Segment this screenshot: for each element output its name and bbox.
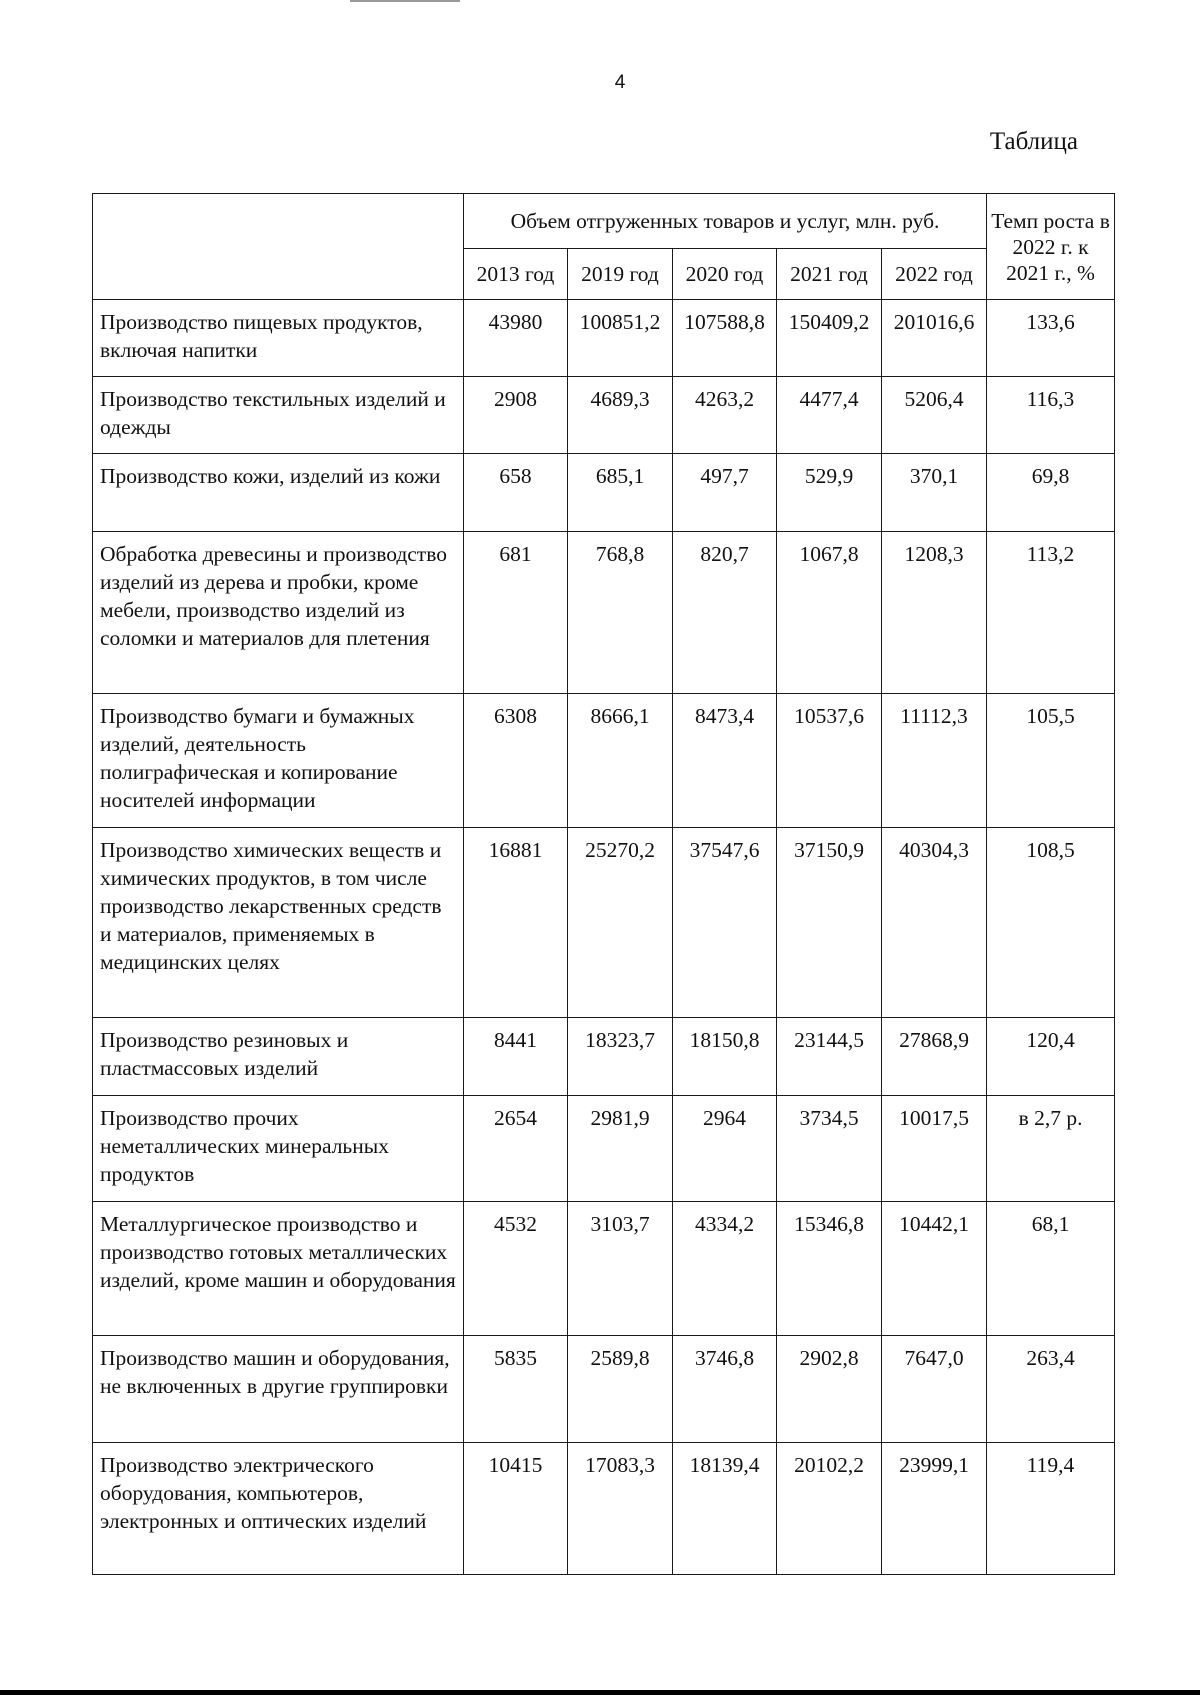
row-growth-rate: 113,2	[987, 532, 1115, 694]
row-value-2021: 23144,5	[777, 1018, 882, 1096]
table-body	[93, 300, 1115, 1575]
row-value-2021: 20102,2	[777, 1443, 882, 1575]
row-value-2013: 2908	[464, 377, 568, 454]
row-growth-rate: 119,4	[987, 1443, 1115, 1575]
table-row	[93, 454, 1115, 532]
row-value-2021: 150409,2	[777, 300, 882, 377]
row-value-2020: 820,7	[673, 532, 777, 694]
row-value-2019: 685,1	[568, 454, 673, 532]
row-value-2019: 768,8	[568, 532, 673, 694]
row-value-2021: 37150,9	[777, 828, 882, 1018]
row-value-2022: 40304,3	[882, 828, 987, 1018]
row-value-2021: 2902,8	[777, 1336, 882, 1443]
shipments-table	[92, 193, 1115, 1575]
row-value-2013: 16881	[464, 828, 568, 1018]
row-value-2020: 37547,6	[673, 828, 777, 1018]
row-growth-rate: 105,5	[987, 694, 1115, 828]
row-value-2019: 25270,2	[568, 828, 673, 1018]
table-row	[93, 828, 1115, 1018]
row-industry-name: Производство кожи, изделий из кожи	[93, 454, 464, 532]
row-value-2022: 7647,0	[882, 1336, 987, 1443]
row-value-2022: 10442,1	[882, 1202, 987, 1336]
row-value-2022: 201016,6	[882, 300, 987, 377]
row-value-2013: 2654	[464, 1096, 568, 1202]
row-value-2019: 17083,3	[568, 1443, 673, 1575]
row-industry-name: Производство пищевых продуктов, включая напитки	[93, 300, 464, 377]
row-growth-rate: 120,4	[987, 1018, 1115, 1096]
row-value-2013: 5835	[464, 1336, 568, 1443]
table-row	[93, 1443, 1115, 1575]
row-value-2021: 10537,6	[777, 694, 882, 828]
row-growth-rate: 263,4	[987, 1336, 1115, 1443]
row-value-2019: 4689,3	[568, 377, 673, 454]
row-value-2013: 681	[464, 532, 568, 694]
row-growth-rate: 68,1	[987, 1202, 1115, 1336]
row-value-2021: 529,9	[777, 454, 882, 532]
year-header-2021: 2021 год	[777, 249, 882, 300]
row-value-2022: 27868,9	[882, 1018, 987, 1096]
row-growth-rate: в 2,7 р.	[987, 1096, 1115, 1202]
row-value-2013: 8441	[464, 1018, 568, 1096]
row-value-2019: 8666,1	[568, 694, 673, 828]
row-industry-name: Обработка древесины и производство изделий из дерева и пробки, кроме мебели, производство изделий из соломки и материалов для плетения	[93, 532, 464, 694]
row-value-2020: 18139,4	[673, 1443, 777, 1575]
volume-group-header: Объем отгруженных товаров и услуг, млн. руб.	[464, 194, 987, 249]
row-value-2020: 2964	[673, 1096, 777, 1202]
scan-bottom-edge	[0, 1690, 1200, 1695]
table-caption: Таблица	[989, 128, 1078, 155]
row-growth-rate: 133,6	[987, 300, 1115, 377]
row-industry-name: Производство химических веществ и химических продуктов, в том числе производство лекарственных средств и материалов, применяемых в медицинских целях	[93, 828, 464, 1018]
year-header-2020: 2020 год	[673, 249, 777, 300]
row-growth-rate: 108,5	[987, 828, 1115, 1018]
year-header-2013: 2013 год	[464, 249, 568, 300]
page-number: 4	[614, 72, 626, 93]
row-value-2021: 1067,8	[777, 532, 882, 694]
row-value-2020: 3746,8	[673, 1336, 777, 1443]
row-industry-name: Производство резиновых и пластмассовых изделий	[93, 1018, 464, 1096]
growth-rate-header: Темп роста в 2022 г. к 2021 г., %	[987, 194, 1115, 300]
row-value-2022: 370,1	[882, 454, 987, 532]
row-value-2020: 107588,8	[673, 300, 777, 377]
row-value-2019: 18323,7	[568, 1018, 673, 1096]
row-value-2020: 497,7	[673, 454, 777, 532]
year-header-2022: 2022 год	[882, 249, 987, 300]
table-row	[93, 1018, 1115, 1096]
row-value-2021: 3734,5	[777, 1096, 882, 1202]
row-industry-name: Производство машин и оборудования, не включенных в другие группировки	[93, 1336, 464, 1443]
table-row	[93, 300, 1115, 377]
row-value-2013: 43980	[464, 300, 568, 377]
row-value-2022: 5206,4	[882, 377, 987, 454]
row-industry-name: Металлургическое производство и производство готовых металлических изделий, кроме машин и оборудования	[93, 1202, 464, 1336]
row-value-2022: 11112,3	[882, 694, 987, 828]
row-value-2019: 2981,9	[568, 1096, 673, 1202]
row-value-2019: 2589,8	[568, 1336, 673, 1443]
row-value-2022: 10017,5	[882, 1096, 987, 1202]
scan-artifact	[350, 0, 460, 2]
row-value-2020: 4334,2	[673, 1202, 777, 1336]
row-value-2013: 658	[464, 454, 568, 532]
row-industry-name: Производство электрического оборудования, компьютеров, электронных и оптических изделий	[93, 1443, 464, 1575]
row-industry-name: Производство бумаги и бумажных изделий, деятельность полиграфическая и копирование носителей информации	[93, 694, 464, 828]
row-value-2021: 15346,8	[777, 1202, 882, 1336]
row-industry-name: Производство текстильных изделий и одежды	[93, 377, 464, 454]
row-industry-name: Производство прочих неметаллических минеральных продуктов	[93, 1096, 464, 1202]
row-value-2019: 100851,2	[568, 300, 673, 377]
table-row	[93, 377, 1115, 454]
row-value-2020: 8473,4	[673, 694, 777, 828]
row-value-2022: 1208,3	[882, 532, 987, 694]
row-growth-rate: 116,3	[987, 377, 1115, 454]
row-value-2022: 23999,1	[882, 1443, 987, 1575]
table-row	[93, 532, 1115, 694]
row-value-2013: 6308	[464, 694, 568, 828]
row-value-2020: 18150,8	[673, 1018, 777, 1096]
label-column-header	[93, 194, 464, 300]
table-row	[93, 1202, 1115, 1336]
row-value-2013: 10415	[464, 1443, 568, 1575]
row-value-2020: 4263,2	[673, 377, 777, 454]
table-row	[93, 694, 1115, 828]
row-value-2021: 4477,4	[777, 377, 882, 454]
row-growth-rate: 69,8	[987, 454, 1115, 532]
table-row	[93, 1336, 1115, 1443]
table-row	[93, 1096, 1115, 1202]
row-value-2019: 3103,7	[568, 1202, 673, 1336]
year-header-2019: 2019 год	[568, 249, 673, 300]
row-value-2013: 4532	[464, 1202, 568, 1336]
